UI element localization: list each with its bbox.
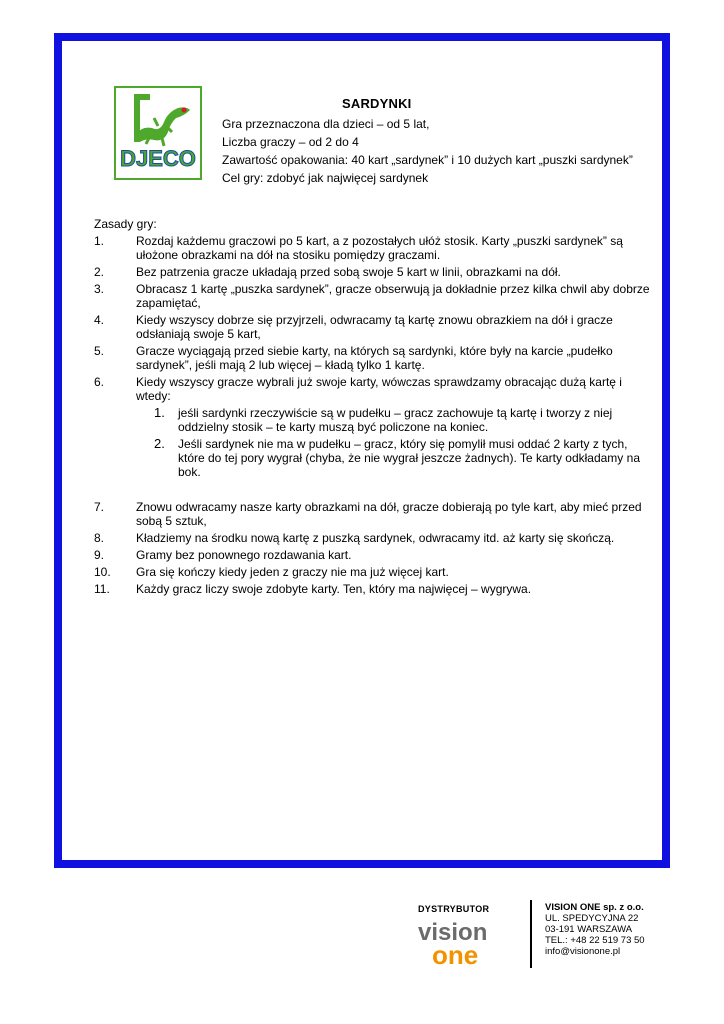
rule-number: 9. [94, 548, 105, 562]
rule-item [94, 375, 654, 403]
brand-bottom: one [432, 940, 479, 966]
rule-text: Obracasz 1 kartę „puszka sardynek”, gracze obserwują ja dokładnie przez kilka chwil aby dobrze zapamiętać, [136, 282, 650, 310]
company-email: info@visionone.pl [545, 946, 621, 957]
page-frame [54, 33, 670, 868]
info-line: Liczba graczy – od 2 do 4 [222, 135, 359, 149]
rule-text: Gra się kończy kiedy jeden z graczy nie ma już więcej kart. [136, 565, 449, 579]
rule-item [94, 313, 654, 341]
company-street: UL. SPEDYCYJNA 22 [545, 913, 639, 924]
rules-heading: Zasady gry: [94, 217, 157, 231]
rule-text: Kiedy wszyscy gracze wybrali już swoje karty, wówczas sprawdzamy obracając dużą kartę i wtedy: [136, 375, 622, 403]
info-line: Cel gry: zdobyć jak najwięcej sardynek [222, 171, 429, 185]
rule-number: 10. [94, 565, 111, 579]
subitem-text: jeśli sardynki rzeczywiście są w pudełku – gracz zachowuje tą kartę i tworzy z niej oddzielny stosik – te karty muszą być policzone na koniec. [178, 406, 613, 434]
rule-subitem [154, 406, 654, 434]
rule-number: 11. [94, 582, 110, 596]
rule-item [94, 548, 654, 562]
rule-text: Znowu odwracamy nasze karty obrazkami na dół, gracze dobierają po tyle kart, aby mieć przed sobą 5 sztuk, [136, 500, 642, 528]
rule-number: 4. [94, 313, 105, 327]
vision-one-logo [418, 920, 522, 966]
rule-item [94, 234, 654, 262]
rule-number: 3. [94, 282, 105, 296]
rule-text: Gramy bez ponownego rozdawania kart. [136, 548, 352, 562]
rule-text: Każdy gracz liczy swoje zdobyte karty. Ten, który ma najwięcej – wygrywa. [136, 582, 532, 596]
brand-top: vision [418, 920, 488, 946]
info-line: Zawartość opakowania: 40 kart „sardynek” i 10 dużych kart „puszki sardynek” [222, 153, 633, 167]
rule-number: 8. [94, 531, 105, 545]
distributor-label: DYSTRYBUTOR [418, 904, 490, 914]
rule-item [94, 500, 654, 528]
rule-item [94, 265, 654, 279]
rule-number: 5. [94, 344, 105, 358]
rule-item [94, 344, 654, 372]
rule-item [94, 531, 654, 545]
info-line: Gra przeznaczona dla dzieci – od 5 lat, [222, 117, 430, 131]
djeco-logo [114, 86, 202, 180]
rule-text: Gracze wyciągają przed siebie karty, na których są sardynki, które były na karcie „pudełko sardynek”, jeśli mają 2 lub więcej – kładą tylko 1 kartę. [136, 344, 613, 372]
rule-text: Bez patrzenia gracze układają przed sobą swoje 5 kart w linii, obrazkami na dół. [136, 265, 561, 279]
rule-number: 2. [94, 265, 105, 279]
company-city: 03-191 WARSZAWA [545, 924, 633, 935]
company-phone: TEL.: +48 22 519 73 50 [545, 935, 645, 946]
rule-subitem [154, 437, 654, 479]
subitem-text: Jeśli sardynek nie ma w pudełku – gracz, który się pomylił musi oddać 2 karty z tych, które do tej pory wygrał (chyba, że nie wygrał jeszcze żadnych). Te karty odkładamy na bok. [178, 437, 640, 479]
logo-text: DJECO [120, 146, 196, 171]
subitem-number: 1. [154, 405, 165, 420]
rule-text: Kładziemy na środku nową kartę z puszką sardynek, odwracamy itd. aż karty się skończą. [136, 531, 615, 545]
rule-item [94, 282, 654, 310]
rule-item [94, 565, 654, 579]
rules-section [94, 217, 654, 599]
rule-number: 7. [94, 500, 105, 514]
footer-divider [530, 900, 532, 968]
rule-number: 1. [94, 234, 105, 248]
subitem-number: 2. [154, 436, 165, 451]
rule-text: Rozdaj każdemu graczowi po 5 kart, a z pozostałych ułóż stosik. Karty „puszki sardynek” są ułożone obrazkami na dół na stosiku pomiędzy graczami. [136, 234, 623, 262]
page-title: SARDYNKI [342, 96, 412, 111]
company-name: VISION ONE sp. z o.o. [545, 902, 644, 913]
rule-text: Kiedy wszyscy dobrze się przyjrzeli, odwracamy tą kartę znowu obrazkiem na dół i gracze odsłaniają swoje 5 kart, [136, 313, 613, 341]
company-info [545, 902, 645, 957]
rule-number: 6. [94, 375, 105, 389]
game-info [222, 117, 642, 189]
rule-item [94, 582, 654, 596]
